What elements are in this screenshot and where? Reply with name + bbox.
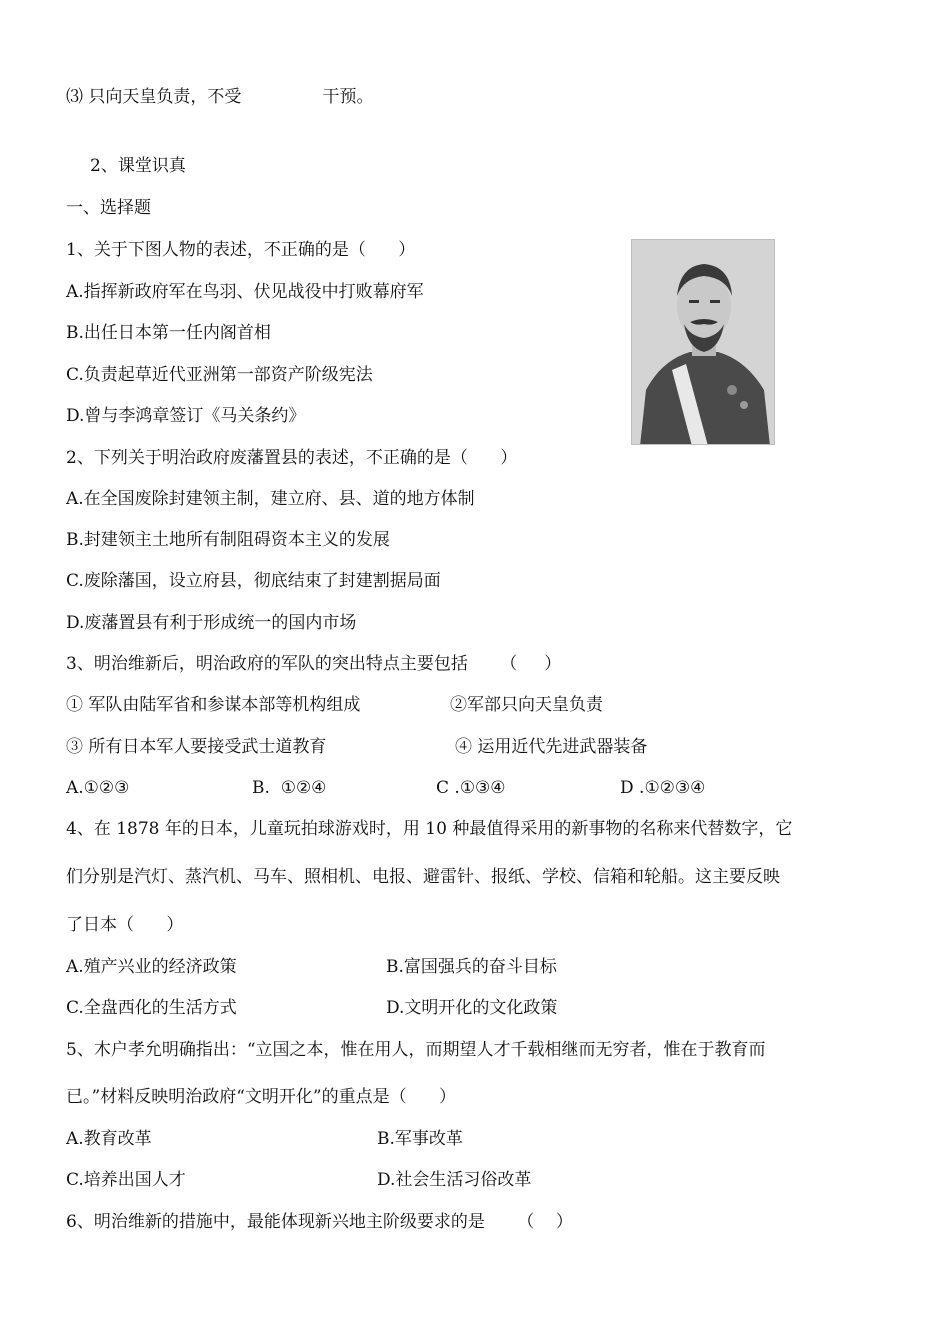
q4-option-a: A.殖产兴业的经济政策 (66, 957, 237, 977)
question-2: 2、下列关于明治政府废藩置县的表述，不正确的是（ ） (66, 448, 518, 468)
q4-option-b: B.富国强兵的奋斗目标 (386, 957, 557, 977)
q1-option-d: D.曾与李鸿章签订《马关条约》 (66, 406, 306, 426)
q4-option-c: C.全盘西化的生活方式 (66, 998, 237, 1018)
section-heading: 2、课堂识真 (90, 156, 186, 176)
q5-option-c: C.培养出国人才 (66, 1170, 186, 1190)
question-4-line-3: 了日本（ ） (66, 915, 184, 935)
portrait-photo (631, 239, 775, 445)
q1-option-c: C.负责起草近代亚洲第一部资产阶级宪法 (66, 365, 373, 385)
q3-option-b: B. ①②④ (252, 778, 327, 798)
question-4-line-2: 们分别是汽灯、蒸汽机、马车、照相机、电报、避雷针、报纸、学校、信箱和轮船。这主要反映 (66, 867, 780, 887)
question-5-line-2: 已。”材料反映明治政府“文明开化”的重点是（ ） (66, 1087, 456, 1107)
q3-statement-4: ④ 运用近代先进武器装备 (455, 737, 648, 757)
q3-statement-2: ②军部只向天皇负责 (450, 695, 603, 715)
portrait-figure (632, 240, 775, 445)
q4-option-d: D.文明开化的文化政策 (386, 998, 558, 1018)
q3-option-d: D .①②③④ (620, 778, 706, 798)
q5-option-d: D.社会生活习俗改革 (377, 1170, 532, 1190)
subsection-heading: 一、选择题 (66, 198, 151, 218)
question-1: 1、关于下图人物的表述，不正确的是（ ） (66, 240, 416, 260)
q2-option-b: B.封建领主土地所有制阻碍资本主义的发展 (66, 530, 390, 550)
q2-option-c: C.废除藩国，设立府县，彻底结束了封建割据局面 (66, 571, 441, 591)
q2-option-d: D.废藩置县有利于形成统一的国内市场 (66, 613, 357, 633)
fill-blank-item-3: ⑶ 只向天皇负责，不受 干预。 (66, 87, 374, 107)
question-6: 6、明治维新的措施中，最能体现新兴地主阶级要求的是 （ ） (66, 1212, 573, 1232)
question-4-line-1: 4、在 1878 年的日本，儿童玩拍球游戏时，用 10 种最值得采用的新事物的名称来代替数字，它 (66, 819, 793, 839)
q3-option-c: C .①③④ (436, 778, 506, 798)
q3-option-a: A.①②③ (66, 778, 130, 798)
q5-option-a: A.教育改革 (66, 1129, 152, 1149)
q5-option-b: B.军事改革 (377, 1129, 463, 1149)
q3-statement-3: ③ 所有日本军人要接受武士道教育 (66, 737, 327, 757)
q3-statement-1: ① 军队由陆军省和参谋本部等机构组成 (66, 695, 361, 715)
question-5-line-1: 5、木户孝允明确指出：“立国之本，惟在用人，而期望人才千载相继而无穷者，惟在于教育而 (66, 1040, 766, 1060)
q2-option-a: A.在全国废除封建领主制，建立府、县、道的地方体制 (66, 489, 475, 509)
q1-option-a: A.指挥新政府军在鸟羽、伏见战役中打败幕府军 (66, 282, 424, 302)
q1-option-b: B.出任日本第一任内阁首相 (66, 323, 271, 343)
question-3: 3、明治维新后，明治政府的军队的突出特点主要包括 （ ） (66, 654, 562, 674)
